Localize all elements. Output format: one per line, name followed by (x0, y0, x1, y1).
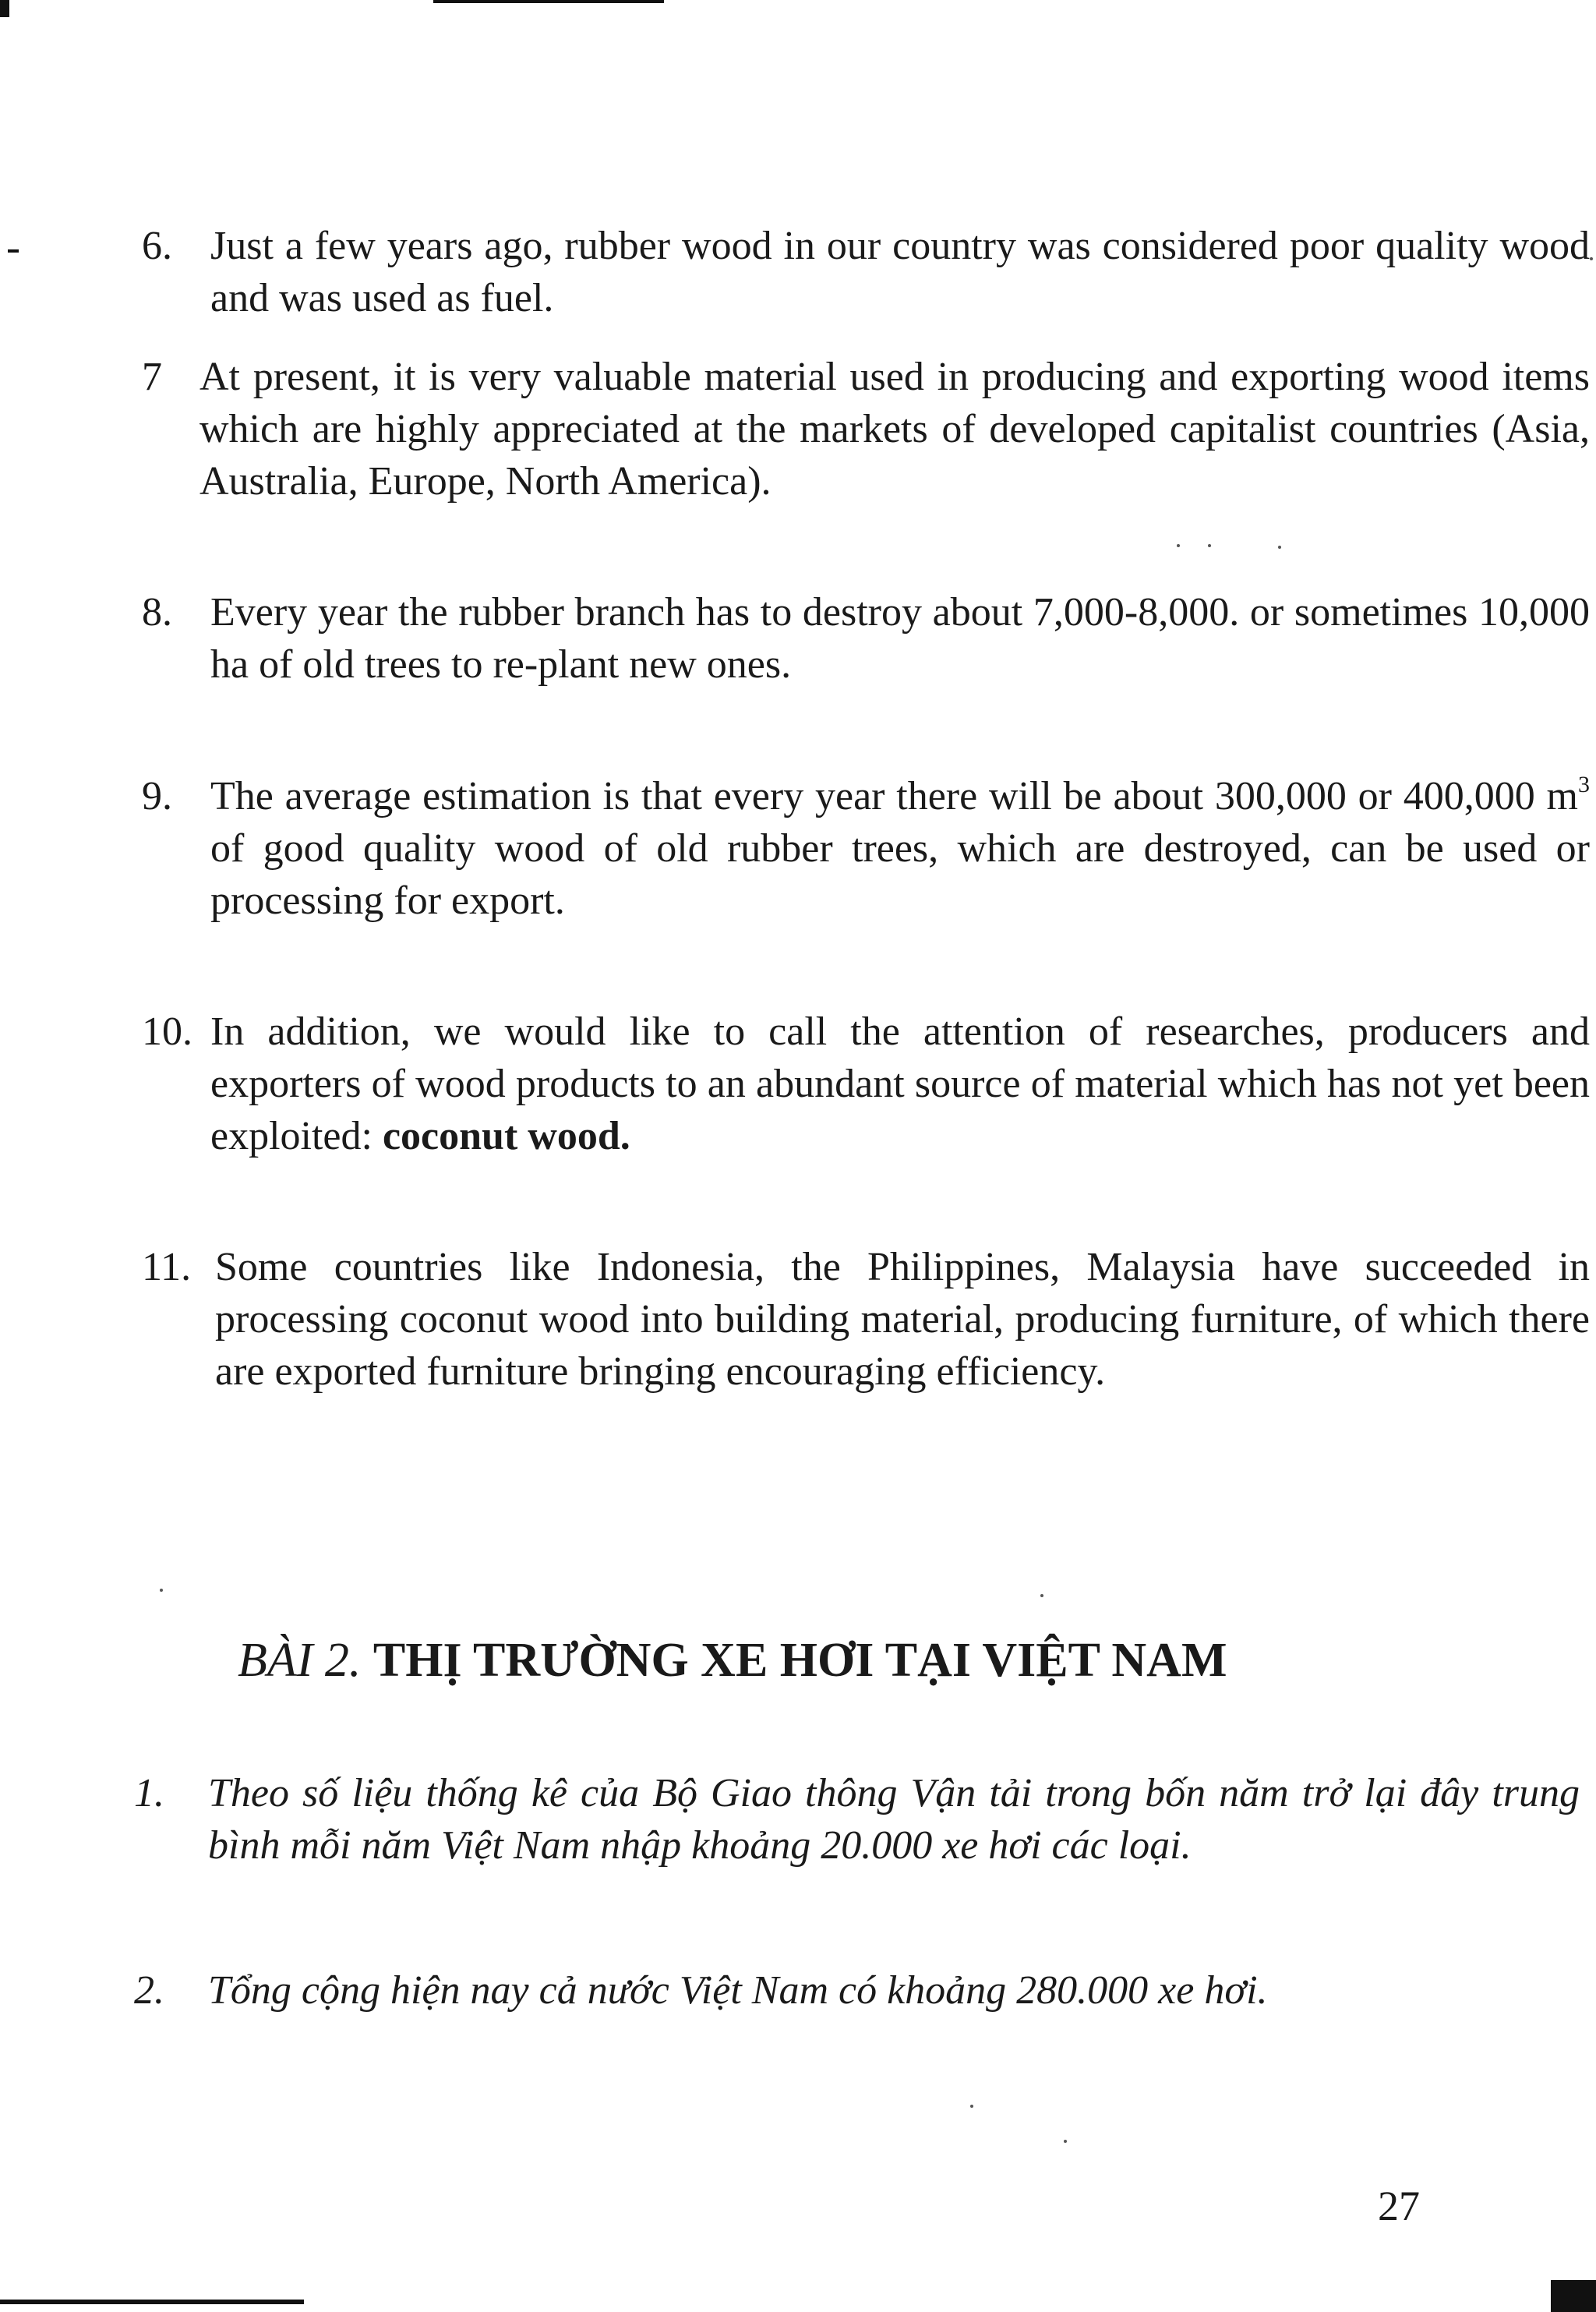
item-number: 11. (142, 1245, 192, 1289)
item-number: 10. (142, 1009, 192, 1054)
scan-rule-bottom (0, 2300, 304, 2304)
scan-speck (1278, 546, 1281, 549)
page-number: 27 (1378, 2183, 1420, 2229)
item-text: Every year the rubber branch has to destroy about 7,000-8,000. or sometimes 10,000 ha of old trees to re-plant new ones. (210, 590, 1590, 687)
scan-speck (1177, 544, 1180, 547)
item-text: Some countries like Indonesia, the Philippines, Malaysia have succeeded in processing coconut wood into building material, producing furniture, of which there are exported furniture bringing encouraging efficiency. (215, 1245, 1590, 1394)
item-number: 7 (142, 355, 162, 399)
item-number: 9. (142, 774, 172, 818)
scan-speck (1590, 257, 1593, 260)
scan-speck (160, 1589, 163, 1592)
scan-speck (1040, 1594, 1043, 1597)
item-text: At present, it is very valuable material used in producing and exporting wood items which are highly appreciated at the markets of developed capitalist countries (Asia, Australia, Europe, North America). (200, 355, 1590, 504)
scan-speck (1208, 544, 1211, 547)
bold-term: coconut wood. (382, 1114, 630, 1158)
section-title: THỊ TRƯỜNG XE HƠI TẠI VIỆT NAM (373, 1634, 1227, 1687)
item-number: 2. (134, 1968, 164, 2013)
item-text: The average estimation is that every year there will be about 300,000 or 400,000 $m^3$ of good quality wood of old rubber trees, which are destroyed, can be used or processing for export. (210, 772, 1590, 923)
section-heading (238, 1629, 1227, 1692)
item-text: Theo số liệu thống kê của Bộ Giao thông Vận tải trong bốn năm trở lại đây trung bình mỗi năm Việt Nam nhập khoảng 20.000 xe hơi các loại. (208, 1771, 1580, 1868)
item-text: In addition, we would like to call the attention of researches, producers and exporters of wood products to an abundant source of material which has not yet been exploited: coconut wood. (210, 1009, 1590, 1158)
scan-speck (1064, 2140, 1067, 2143)
superscript: 3 (1578, 772, 1590, 797)
item-number: 6. (142, 224, 172, 268)
scan-mark-bottom-right (1551, 2280, 1596, 2312)
item-number: 8. (142, 590, 172, 635)
scan-mark-top-left (0, 0, 9, 17)
item-number: 1. (134, 1771, 164, 1815)
item-text: Just a few years ago, rubber wood in our country was considered poor quality wood and was used as fuel. (210, 224, 1590, 320)
lesson-label: BÀI 2. (238, 1634, 362, 1687)
item-text: Tổng cộng hiện nay cả nước Việt Nam có khoảng 280.000 xe hơi. (208, 1968, 1268, 2013)
scan-dash-left (8, 249, 19, 253)
scan-rule-top (433, 0, 664, 3)
scan-speck (970, 2105, 973, 2108)
